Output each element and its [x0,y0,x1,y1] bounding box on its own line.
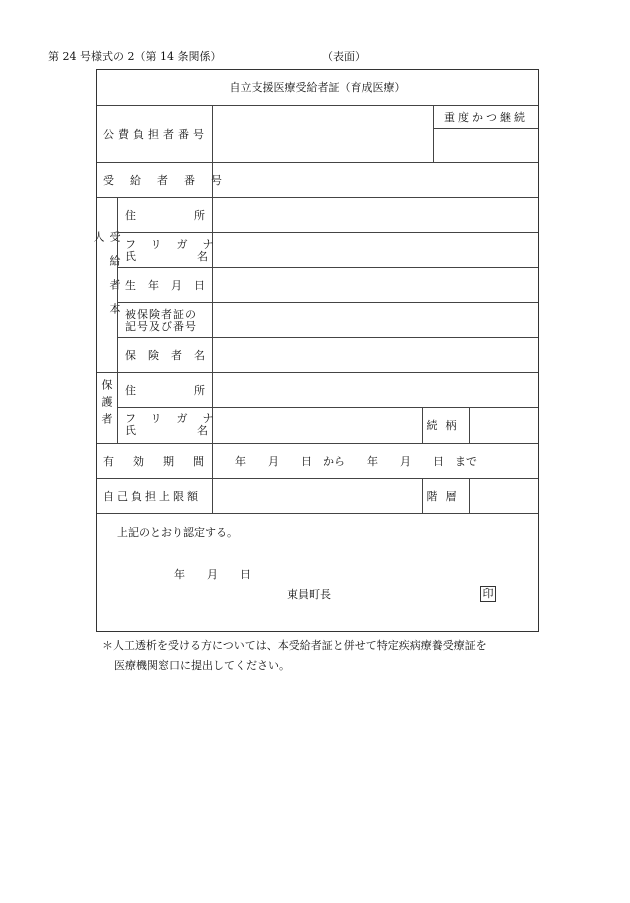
insurance-card-label: 被保険者証の 記号及び番号 [125,308,197,333]
guardian-furigana-label: フリガナ [125,412,229,425]
address-label: 住所 [125,208,263,222]
footnote-line-1: ＊人工透析を受ける方については、本受給者証と併せて特定疾病療養受療証を [102,639,487,652]
validity-period: 年 月 日 から 年 月 日 まで [235,454,477,468]
furigana-label: フリガナ [125,238,229,251]
guardian-address-label: 住所 [125,383,263,397]
face-label: （表面） [322,50,366,63]
name-label: 氏名 [125,250,269,263]
seal-mark: 印 [480,586,496,602]
recipient-number-label: 受給者番号 [103,173,238,187]
insurer-label: 保険者名 [125,348,217,362]
public-payer-label: 公費負担者番号 [103,127,208,141]
guardian-group-label: 保護者 [100,379,113,430]
issuer-name: 東員町長 [287,588,331,601]
relationship-label: 続柄 [426,419,465,432]
tier-label: 階層 [426,489,465,503]
birthdate-label: 生年月日 [125,278,217,292]
recipient-group-label: 受給者本人 [92,231,121,327]
guardian-name-label: 氏名 [125,424,269,437]
certification-date: 年 月 日 [174,568,251,581]
validity-label: 有効期間 [103,454,223,468]
form-number: 第 24 号様式の 2（第 14 条関係） [48,50,222,63]
footnote-line-2: 医療機関窓口に提出してください。 [114,659,290,672]
copay-limit-label: 自己負担上限額 [103,489,201,503]
certificate-form [92,69,539,632]
form-title: 自立支援医療受給者証（育成医療） [229,81,406,94]
severe-continuous-label: 重度かつ継続 [444,110,528,124]
certification-text: 上記のとおり認定する。 [117,526,238,539]
